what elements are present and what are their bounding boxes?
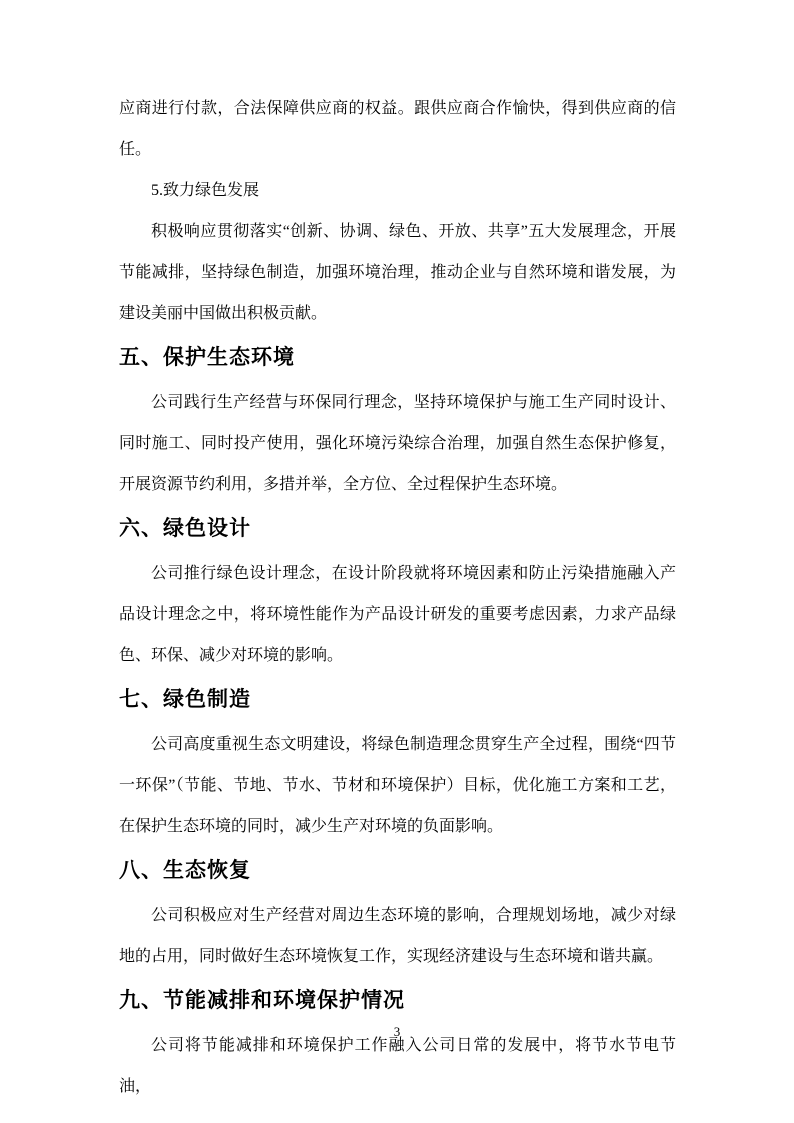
paragraph-green-development: 积极响应贯彻落实“创新、协调、绿色、开放、共享”五大发展理念，开展节能减排，坚持绿色制造，加强环境治理，推动企业与自然环境和谐发展，为建设美丽中国做出积极贡献。 — [119, 223, 676, 322]
paragraph-energy-saving: 公司将节能减排和环境保护工作融入公司日常的发展中，将节水节电节油， — [119, 1037, 676, 1095]
paragraph-green-manufacturing: 公司高度重视生态文明建设，将绿色制造理念贯穿生产全过程，围绕“四节一环保”（节能、节地、节水、节材和环境保护）目标，优化施工方案和工艺，在保护生态环境的同时，减少生产对环境的负面影响。 — [119, 736, 676, 835]
document-body — [119, 88, 676, 1107]
paragraph-item-5-title: 5.致力绿色发展 — [151, 182, 260, 199]
heading-section-6-green-design: 六、绿色设计 — [119, 517, 251, 540]
paragraph-green-design: 公司推行绿色设计理念，在设计阶段就将环境因素和防止污染措施融入产品设计理念之中，将环境性能作为产品设计研发的重要考虑因素，力求产品绿色、环保、减少对环境的影响。 — [119, 565, 676, 664]
heading-section-5-protect-ecology: 五、保护生态环境 — [119, 346, 295, 369]
paragraph-protect-ecology: 公司践行生产经营与环保同行理念，坚持环境保护与施工生产同时设计、同时施工、同时投产使用，强化环境污染综合治理，加强自然生态保护修复，开展资源节约利用，多措并举，全方位、全过程保护生态环境。 — [119, 394, 676, 493]
heading-section-9-energy-saving: 九、节能减排和环境保护情况 — [119, 989, 405, 1012]
page-number: 3 — [393, 1024, 401, 1039]
heading-section-7-green-manufacturing: 七、绿色制造 — [119, 688, 251, 711]
heading-section-8-ecological-restoration: 八、生态恢复 — [119, 859, 251, 882]
paragraph-ecological-restoration: 公司积极应对生产经营对周边生态环境的影响，合理规划场地，减少对绿地的占用，同时做好生态环境恢复工作，实现经济建设与生态环境和谐共赢。 — [119, 907, 676, 965]
paragraph-continuation: 应商进行付款，合法保障供应商的权益。跟供应商合作愉快，得到供应商的信任。 — [119, 100, 676, 158]
